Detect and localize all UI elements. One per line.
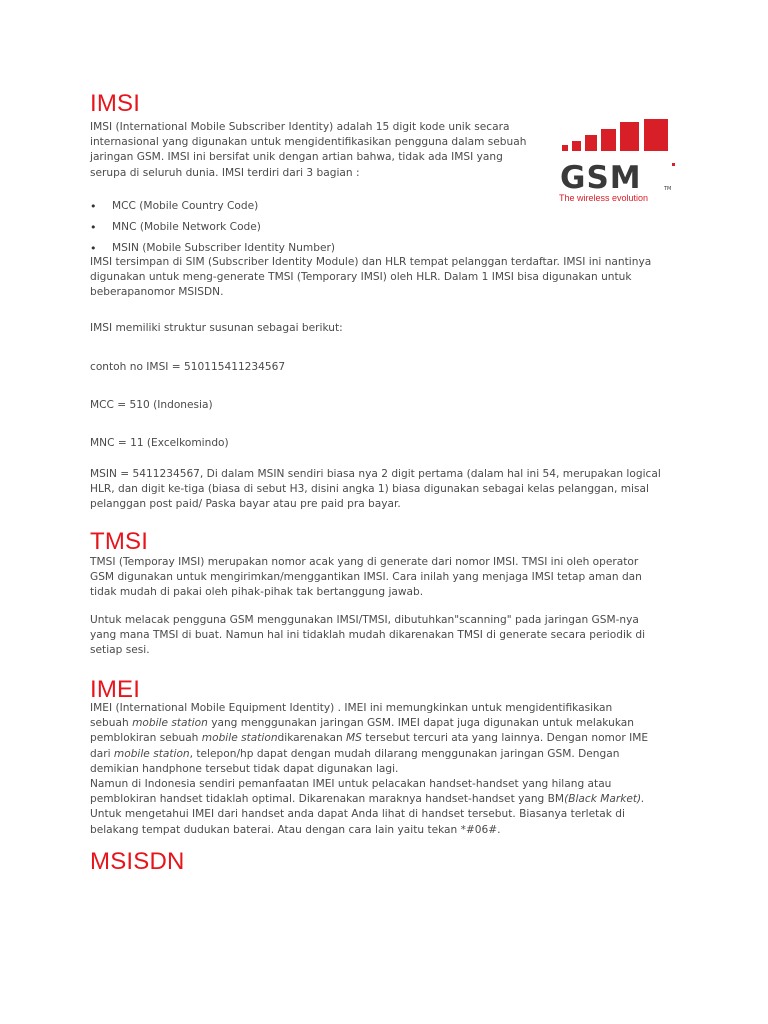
tmsi-paragraph-1: TMSI (Temporay IMSI) merupakan nomor acak yang di generate dari nomor IMSI. TMSI ini oleh operator GSM digunakan untuk mengirimkan/menggantikan IMSI. Cara inilah yang menjaga IMSI tetap aman dan tidak mudah di pakai oleh pihak-pihak tak bertanggung jawab.: [90, 556, 642, 599]
imsi-intro: IMSI (International Mobile Subscriber Identity) adalah 15 digit kode unik secara internasional yang digunakan untuk mengidentifikasikan pengguna dalam sebuah jaringan GSM. IMSI ini bersifat unik dengan artian bahwa, tidak ada IMSI yang serupa di seluruh dunia. IMSI terdiri dari 3 bagian :: [90, 121, 527, 179]
text-span: , telepon/hp dapat dengan mudah dilarang menggunakan jaringan GSM. Dengan: [189, 747, 620, 760]
gsm-logo: [556, 117, 678, 203]
imei-line: Untuk mengetahui IMEI dari handset anda dapat Anda lihat di handset tersebut. Biasanya terletak di: [90, 808, 625, 821]
imei-line: belakang tempat dudukan baterai. Atau dengan cara lain yaitu tekan *#06#.: [90, 823, 501, 836]
text-span: yang menggunakan jaringan GSM. IMEI dapat juga digunakan untuk melakukan: [207, 717, 634, 730]
list-item: • MCC (Mobile Country Code): [90, 199, 335, 220]
imsi-parts-list: [90, 199, 335, 262]
imei-line: Namun di Indonesia sendiri pemanfaatan IMEI untuk pelacakan handset-handset yang hilang atau: [90, 778, 612, 791]
italic-term: mobile station: [113, 747, 190, 760]
imei-line: [90, 731, 648, 746]
msisdn-heading: MSISDN: [90, 848, 185, 875]
list-item: • MNC (Mobile Network Code): [90, 220, 335, 241]
text-span: sebuah: [90, 717, 133, 730]
tmsi-paragraph-2: Untuk melacak pengguna GSM menggunakan IMSI/TMSI, dibutuhkan"scanning" pada jaringan GSM-nya yang mana TMSI di buat. Namun hal ini tidaklah mudah dikarenakan TMSI di generate secara periodik di setiap sesi.: [90, 614, 646, 657]
imei-line: [90, 792, 648, 807]
italic-term: mobile station: [201, 732, 278, 745]
imsi-mcc-text: MCC = 510 (Indonesia): [90, 399, 213, 411]
text-span: tersebut tercuri ata yang lainnya. Dengan nomor IME: [361, 732, 649, 745]
imsi-mnc-text: MNC = 11 (Excelkomindo): [90, 437, 229, 449]
tmsi-heading: TMSI: [90, 528, 149, 555]
text-span: pemblokiran sebuah: [90, 732, 202, 745]
italic-term: mobile station: [132, 717, 208, 730]
imsi-example-text: contoh no IMSI = 510115411234567: [90, 361, 286, 373]
imei-line: demikian handphone tersebut tidak dapat digunakan lagi.: [90, 762, 399, 775]
imei-line: [90, 716, 648, 731]
imei-heading: IMEI: [90, 676, 141, 703]
imsi-heading: IMSI: [90, 90, 141, 117]
imsi-msin-paragraph: MSIN = 5411234567, Di dalam MSIN sendiri biasa nya 2 digit pertama (dalam hal ini 54, merupakan logical HLR, dan digit ke-tiga (biasa di sebut H3, disini angka 1) biasa digunakan sebagai kelas pelanggan, misal pelanggan post paid/ Paska bayar atau pre paid pra bayar.: [90, 468, 661, 511]
italic-term: (Black Market).: [564, 793, 645, 806]
logo-wordmark: GSM: [560, 160, 642, 196]
imsi-storage-paragraph: IMSI tersimpan di SIM (Subscriber Identity Module) dan HLR tempat pelanggan terdaftar. IMSI ini nantinya digunakan untuk meng-generate TMSI (Temporary IMSI) oleh HLR. Dalam 1 IMSI bisa digunakan untuk beberapanomor MSISDN.: [90, 256, 652, 299]
italic-term: MS: [346, 732, 362, 745]
imei-paragraph: [90, 701, 648, 838]
text-span: dikarenakan: [277, 732, 347, 745]
imei-line: [90, 747, 648, 762]
logo-tagline: The wireless evolution: [559, 193, 649, 203]
imsi-structure-text: IMSI memiliki struktur susunan sebagai berikut:: [90, 322, 343, 334]
logo-tm: TM: [664, 186, 672, 192]
text-span: pemblokiran handset tidaklah optimal. Dikarenakan maraknya handset-handset yang BM: [90, 793, 565, 806]
gsm-logo-graphic: [556, 117, 678, 203]
text-span: dari: [90, 747, 114, 760]
list-item: • MSIN (Mobile Subscriber Identity Number): [90, 241, 335, 262]
imei-line: IMEI (International Mobile Equipment Identity) . IMEI ini memungkinkan untuk mengidentifikasikan: [90, 702, 613, 714]
